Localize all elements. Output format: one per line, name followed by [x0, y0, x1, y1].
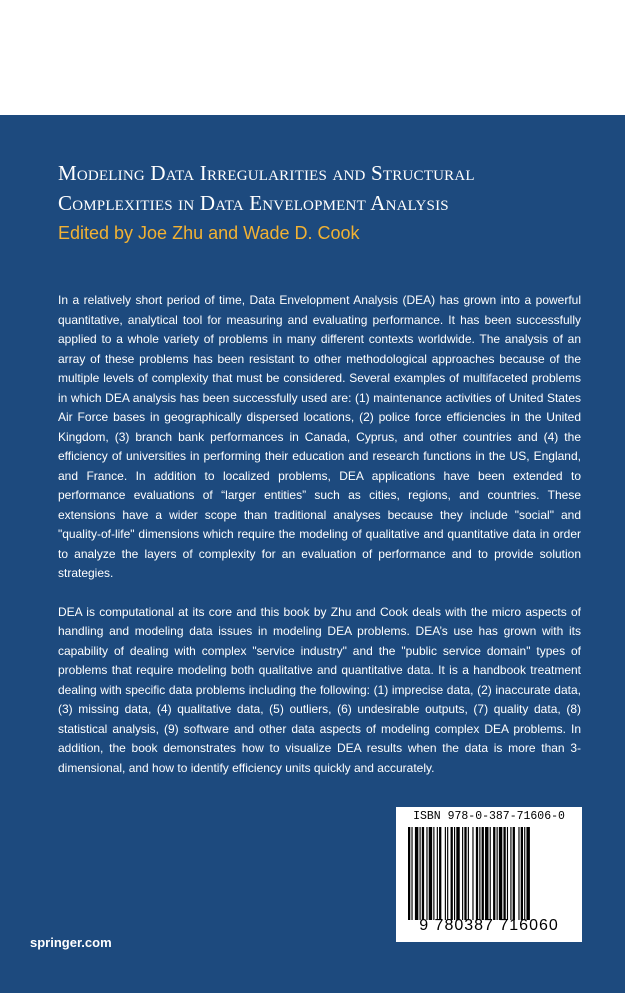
book-title: Modeling Data Irregularities and Structural Complexities in Data Envelopment Analysis — [58, 161, 475, 215]
top-white-margin — [0, 0, 625, 115]
barcode-block — [396, 807, 582, 942]
isbn-label: ISBN 978-0-387-71606-0 — [413, 810, 565, 823]
barcode-icon — [406, 827, 572, 920]
description-paragraph-1: In a relatively short period of time, Data Envelopment Analysis (DEA) has grown into a powerful quantitative, analytical tool for measuring and evaluating performance. It has been successfully applied to a whole variety of problems in many different contexts worldwide. The analysis of an array of these problems has been resistant to other methodological approaches because of the multiple levels of complexity that must be considered. Several examples of multifaceted problems in which DEA analysis has been successfully used are: (1) maintenance activities of United States Air Force bases in geographically dispersed locations, (2) police force efficiencies in the United Kingdom, (3) branch bank performances in Canada, Cyprus, and other countries and (4) the efficiency of universities in performing their education and research functions in the US, England, and France. In addition to localized problems, DEA applications have been extended to performance evaluations of “larger entities” such as cities, regions, and countries. These extensions have a wider scope than traditional analyses because they include "social" and "quality-of-life" dimensions which require the modeling of qualitative and quantitative data in order to analyze the layers of complexity for an evaluation of performance and to provide solution strategies. — [58, 293, 581, 580]
book-editors: Edited by Joe Zhu and Wade D. Cook — [58, 223, 360, 243]
barcode-number: 9 780387 716060 — [419, 917, 559, 934]
description-paragraph-2: DEA is computational at its core and this book by Zhu and Cook deals with the micro aspects of handling and modeling data issues in modeling DEA problems. DEA’s use has grown with its capability of dealing with complex "service industry" and the "public service domain" types of problems that require modeling both qualitative and quantitative data. It is a handbook treatment dealing with specific data problems including the following: (1) imprecise data, (2) inaccurate data, (3) missing data, (4) qualitative data, (5) outliers, (6) undesirable outputs, (7) quality data, (8) statistical analysis, (9) software and other data aspects of modeling complex DEA problems. In addition, the book demonstrates how to visualize DEA results when the data is more than 3-dimensional, and how to identify efficiency units quickly and accurately. — [58, 604, 581, 775]
publisher-website: springer.com — [30, 935, 112, 950]
back-cover — [0, 115, 625, 993]
book-description — [58, 291, 581, 797]
